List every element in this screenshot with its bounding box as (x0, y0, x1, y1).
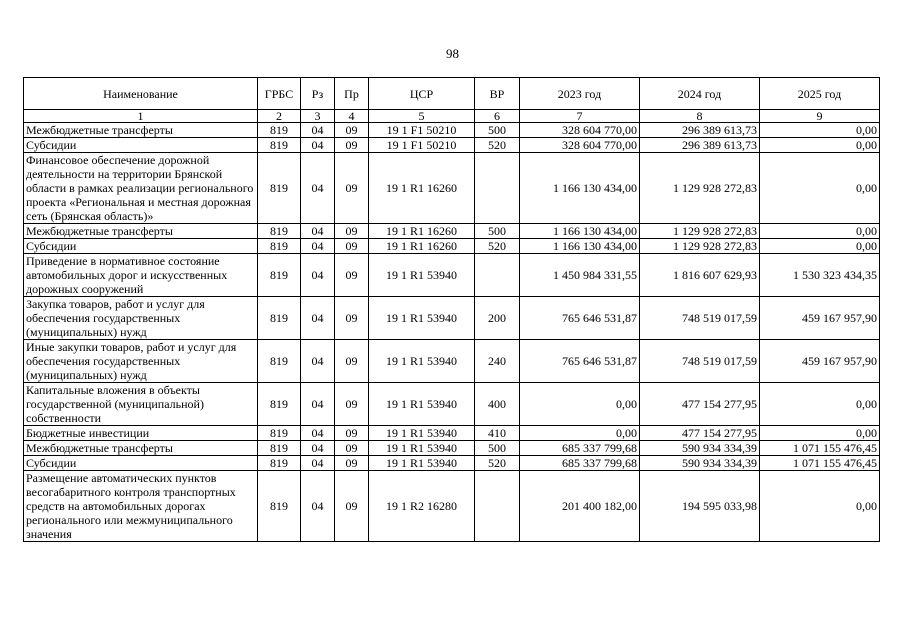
row-name: Межбюджетные трансферты (24, 441, 258, 456)
table-row (24, 239, 880, 254)
row-vr (475, 254, 520, 297)
row-vr: 520 (475, 138, 520, 153)
row-2024: 477 154 277,95 (640, 426, 760, 441)
row-csr: 19 1 R1 53940 (369, 456, 475, 471)
row-2024: 296 389 613,73 (640, 123, 760, 138)
column-number: 2 (258, 110, 301, 123)
table-row (24, 224, 880, 239)
row-2023: 328 604 770,00 (520, 123, 640, 138)
row-2025: 459 167 957,90 (760, 340, 880, 383)
column-number: 9 (760, 110, 880, 123)
row-2025: 0,00 (760, 123, 880, 138)
row-2025: 459 167 957,90 (760, 297, 880, 340)
column-number: 8 (640, 110, 760, 123)
row-2025: 0,00 (760, 426, 880, 441)
row-pr: 09 (335, 340, 369, 383)
row-csr: 19 1 R1 16260 (369, 224, 475, 239)
row-rz: 04 (301, 239, 335, 254)
table-row (24, 138, 880, 153)
row-vr: 500 (475, 224, 520, 239)
row-2023: 685 337 799,68 (520, 456, 640, 471)
row-vr: 500 (475, 441, 520, 456)
column-number: 4 (335, 110, 369, 123)
column-number-row (24, 110, 880, 123)
page-number: 98 (446, 46, 459, 61)
header-pr: Пр (335, 78, 369, 110)
header-row (24, 78, 880, 110)
row-grbs: 819 (258, 456, 301, 471)
row-2023: 1 166 130 434,00 (520, 153, 640, 224)
row-2023: 0,00 (520, 383, 640, 426)
row-2024: 477 154 277,95 (640, 383, 760, 426)
row-2024: 590 934 334,39 (640, 456, 760, 471)
row-rz: 04 (301, 456, 335, 471)
table-row (24, 426, 880, 441)
row-grbs: 819 (258, 138, 301, 153)
row-pr: 09 (335, 383, 369, 426)
row-2024: 1 129 928 272,83 (640, 239, 760, 254)
column-number: 1 (24, 110, 258, 123)
row-grbs: 819 (258, 239, 301, 254)
row-name: Межбюджетные трансферты (24, 224, 258, 239)
row-name: Капитальные вложения в объекты государственной (муниципальной) собственности (24, 383, 258, 426)
table-row (24, 123, 880, 138)
row-2024: 1 129 928 272,83 (640, 224, 760, 239)
row-rz: 04 (301, 138, 335, 153)
row-2024: 194 595 033,98 (640, 471, 760, 542)
row-name: Иные закупки товаров, работ и услуг для обеспечения государственных (муниципальных) нужд (24, 340, 258, 383)
column-number: 7 (520, 110, 640, 123)
row-2025: 1 071 155 476,45 (760, 456, 880, 471)
row-name: Финансовое обеспечение дорожной деятельности на территории Брянской области в рамках реализации регионального проекта «Региональная и местная дорожная сеть (Брянская область)» (24, 153, 258, 224)
row-vr: 500 (475, 123, 520, 138)
row-grbs: 819 (258, 383, 301, 426)
row-csr: 19 1 R1 16260 (369, 153, 475, 224)
row-2024: 1 129 928 272,83 (640, 153, 760, 224)
row-csr: 19 1 R1 16260 (369, 239, 475, 254)
row-name: Межбюджетные трансферты (24, 123, 258, 138)
row-2025: 1 071 155 476,45 (760, 441, 880, 456)
row-pr: 09 (335, 123, 369, 138)
budget-table (23, 77, 880, 542)
row-rz: 04 (301, 383, 335, 426)
row-name: Субсидии (24, 456, 258, 471)
row-name: Размещение автоматических пунктов весогабаритного контроля транспортных средств на автомобильных дорогах регионального или межмуниципального значения (24, 471, 258, 542)
row-csr: 19 1 R1 53940 (369, 426, 475, 441)
header-2024: 2024 год (640, 78, 760, 110)
row-2025: 0,00 (760, 138, 880, 153)
row-2023: 765 646 531,87 (520, 340, 640, 383)
row-2025: 1 530 323 434,35 (760, 254, 880, 297)
row-2023: 201 400 182,00 (520, 471, 640, 542)
row-grbs: 819 (258, 441, 301, 456)
row-2023: 765 646 531,87 (520, 297, 640, 340)
table-row (24, 254, 880, 297)
row-pr: 09 (335, 297, 369, 340)
row-2024: 748 519 017,59 (640, 297, 760, 340)
row-pr: 09 (335, 138, 369, 153)
column-number: 3 (301, 110, 335, 123)
row-grbs: 819 (258, 123, 301, 138)
row-rz: 04 (301, 153, 335, 224)
row-pr: 09 (335, 153, 369, 224)
row-grbs: 819 (258, 224, 301, 239)
row-2025: 0,00 (760, 383, 880, 426)
row-rz: 04 (301, 254, 335, 297)
row-rz: 04 (301, 426, 335, 441)
row-csr: 19 1 F1 50210 (369, 123, 475, 138)
row-vr: 520 (475, 239, 520, 254)
row-name: Субсидии (24, 239, 258, 254)
row-pr: 09 (335, 254, 369, 297)
row-grbs: 819 (258, 254, 301, 297)
row-rz: 04 (301, 340, 335, 383)
row-2024: 748 519 017,59 (640, 340, 760, 383)
row-2024: 1 816 607 629,93 (640, 254, 760, 297)
row-name: Бюджетные инвестиции (24, 426, 258, 441)
row-pr: 09 (335, 224, 369, 239)
row-grbs: 819 (258, 340, 301, 383)
row-csr: 19 1 R1 53940 (369, 254, 475, 297)
row-vr: 400 (475, 383, 520, 426)
column-number: 6 (475, 110, 520, 123)
row-csr: 19 1 R2 16280 (369, 471, 475, 542)
table-row (24, 471, 880, 542)
row-2025: 0,00 (760, 239, 880, 254)
table-row (24, 441, 880, 456)
row-2025: 0,00 (760, 224, 880, 239)
row-name: Приведение в нормативное состояние автомобильных дорог и искусственных дорожных сооружений (24, 254, 258, 297)
row-2024: 296 389 613,73 (640, 138, 760, 153)
row-pr: 09 (335, 426, 369, 441)
row-vr (475, 471, 520, 542)
table-row (24, 153, 880, 224)
header-grbs: ГРБС (258, 78, 301, 110)
row-name: Субсидии (24, 138, 258, 153)
row-rz: 04 (301, 297, 335, 340)
row-2023: 685 337 799,68 (520, 441, 640, 456)
header-2025: 2025 год (760, 78, 880, 110)
row-vr: 520 (475, 456, 520, 471)
table-row (24, 456, 880, 471)
row-2023: 0,00 (520, 426, 640, 441)
row-2025: 0,00 (760, 153, 880, 224)
header-csr: ЦСР (369, 78, 475, 110)
table-row (24, 340, 880, 383)
column-number: 5 (369, 110, 475, 123)
row-2023: 1 450 984 331,55 (520, 254, 640, 297)
row-2023: 328 604 770,00 (520, 138, 640, 153)
row-grbs: 819 (258, 471, 301, 542)
header-vr: ВР (475, 78, 520, 110)
header-2023: 2023 год (520, 78, 640, 110)
row-csr: 19 1 R1 53940 (369, 441, 475, 456)
row-vr (475, 153, 520, 224)
row-pr: 09 (335, 441, 369, 456)
header-name: Наименование (24, 78, 258, 110)
row-vr: 240 (475, 340, 520, 383)
row-name: Закупка товаров, работ и услуг для обеспечения государственных (муниципальных) нужд (24, 297, 258, 340)
row-vr: 200 (475, 297, 520, 340)
row-pr: 09 (335, 239, 369, 254)
row-2023: 1 166 130 434,00 (520, 224, 640, 239)
row-pr: 09 (335, 456, 369, 471)
table-row (24, 383, 880, 426)
row-vr: 410 (475, 426, 520, 441)
header-rz: Рз (301, 78, 335, 110)
row-2024: 590 934 334,39 (640, 441, 760, 456)
row-grbs: 819 (258, 426, 301, 441)
row-pr: 09 (335, 471, 369, 542)
row-grbs: 819 (258, 153, 301, 224)
row-2025: 0,00 (760, 471, 880, 542)
row-csr: 19 1 R1 53940 (369, 340, 475, 383)
row-rz: 04 (301, 471, 335, 542)
row-rz: 04 (301, 224, 335, 239)
row-rz: 04 (301, 123, 335, 138)
row-2023: 1 166 130 434,00 (520, 239, 640, 254)
row-csr: 19 1 F1 50210 (369, 138, 475, 153)
table-row (24, 297, 880, 340)
row-csr: 19 1 R1 53940 (369, 297, 475, 340)
row-rz: 04 (301, 441, 335, 456)
row-csr: 19 1 R1 53940 (369, 383, 475, 426)
row-grbs: 819 (258, 297, 301, 340)
